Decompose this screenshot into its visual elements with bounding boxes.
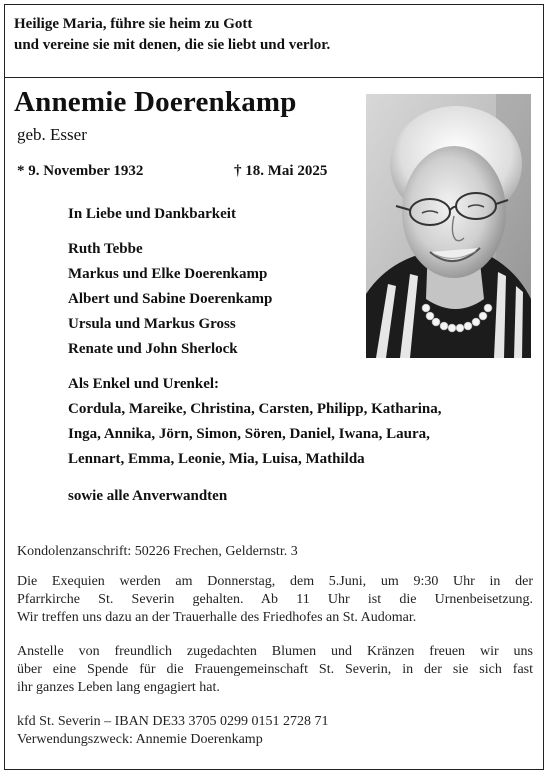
- family-member: Ursula und Markus Gross: [68, 316, 236, 332]
- motto-line: und vereine sie mit denen, die sie liebt und verlor.: [14, 37, 331, 53]
- bank-iban: kfd St. Severin – IBAN DE33 3705 0299 0151 2728 71: [17, 714, 329, 729]
- grandchildren-heading: Als Enkel und Urenkel:: [68, 376, 220, 392]
- donation-paragraph: [17, 643, 533, 697]
- family-member: Markus und Elke Doerenkamp: [68, 266, 268, 282]
- family-member: Renate und John Sherlock: [68, 341, 238, 357]
- mourners-block: [68, 202, 442, 509]
- donation-line: Anstelle von freundlich zugedachten Blumen und Kränzen freuen wir uns: [17, 644, 533, 659]
- grandchildren-names: Inga, Annika, Jörn, Simon, Sören, Daniel, Iwana, Laura,: [68, 426, 430, 442]
- divider: [4, 77, 544, 78]
- donation-line: über eine Spende für die Frauengemeinschaft St. Severin, in der sie sich fast: [17, 662, 533, 677]
- motto: [14, 14, 534, 56]
- birth-name: geb. Esser: [17, 125, 87, 144]
- condolence-address: Kondolenzanschrift: 50226 Frechen, Geldernstr. 3: [17, 544, 298, 559]
- exequien-line: Pfarrkirche St. Severin gehalten. Ab 11 Uhr ist die Urnenbeisetzung.: [17, 592, 533, 607]
- donation-line: ihr ganzes Leben lang engagiert hat.: [17, 680, 220, 695]
- exequien-paragraph: [17, 573, 533, 627]
- family-member: Ruth Tebbe: [68, 241, 143, 257]
- bank-details: [17, 713, 533, 749]
- family-member: Albert und Sabine Doerenkamp: [68, 291, 273, 307]
- exequien-line: Die Exequien werden am Donnerstag, dem 5.Juni, um 9:30 Uhr in der: [17, 574, 533, 589]
- mourners-intro: In Liebe und Dankbarkeit: [68, 206, 236, 222]
- grandchildren-names: Cordula, Mareike, Christina, Carsten, Philipp, Katharina,: [68, 401, 442, 417]
- birth-date: * 9. November 1932: [17, 163, 144, 179]
- motto-line: Heilige Maria, führe sie heim zu Gott: [14, 16, 253, 32]
- life-dates: [17, 160, 328, 182]
- deceased-name: Annemie Doerenkamp: [14, 86, 297, 118]
- exequien-line: Wir treffen uns dazu an der Trauerhalle des Friedhofes an St. Audomar.: [17, 610, 417, 625]
- grandchildren-names: Lennart, Emma, Leonie, Mia, Luisa, Mathilda: [68, 451, 365, 467]
- bank-purpose: Verwendungszweck: Annemie Doerenkamp: [17, 732, 263, 747]
- death-date: † 18. Mai 2025: [234, 163, 328, 179]
- relatives: sowie alle Anverwandten: [68, 488, 228, 504]
